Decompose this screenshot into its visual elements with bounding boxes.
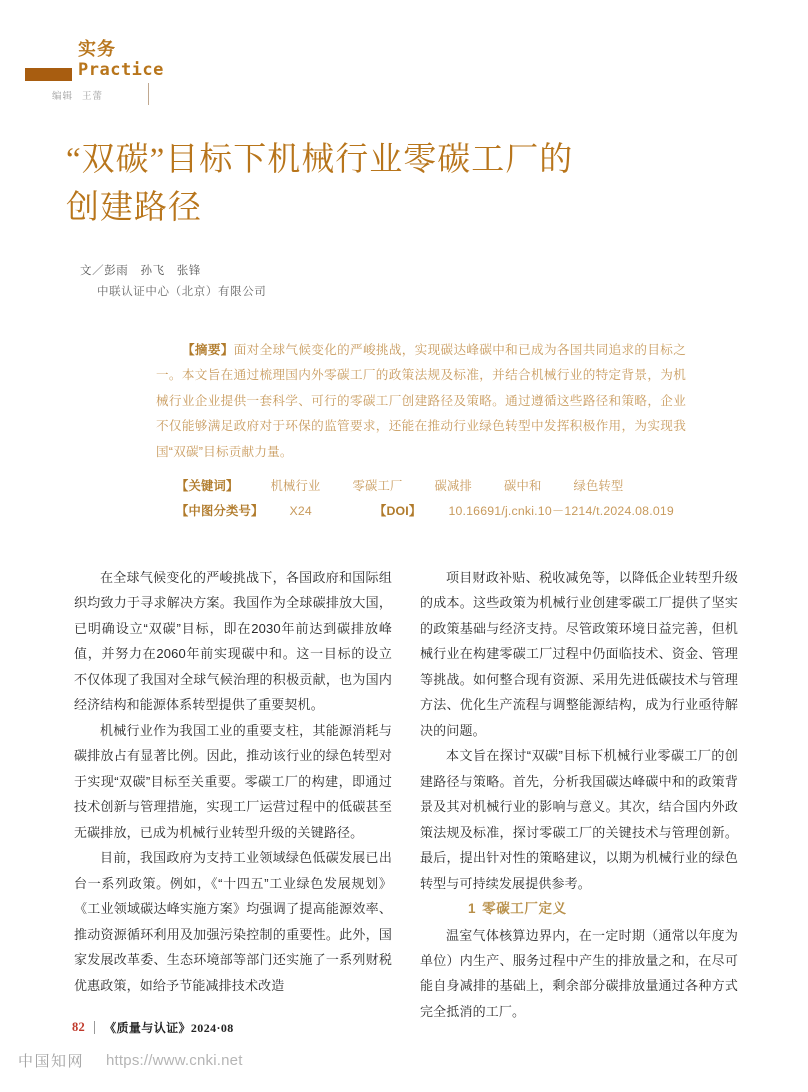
keyword-item: 碳减排	[434, 479, 472, 494]
section-heading	[420, 896, 738, 922]
abstract-body: 面对全球气候变化的严峻挑战，实现碳达峰碳中和已成为各国共同追求的目标之一。本文旨在通过梳理国内外零碳工厂的政策法规及标准，并结合机械行业的特定背景，为机械行业企业提供一套科学、可行的零碳工厂创建路径及策略。通过遵循这些路径和策略，企业不仅能够满足政府对于环保的监管要求，还能在推动行业绿色转型中发挥积极作用，为实现我国“双碳”目标贡献力量。	[156, 343, 687, 459]
keywords-line	[156, 474, 686, 499]
cnki-watermark	[18, 1050, 243, 1071]
author-names: 彭雨 孙飞 张锋	[104, 265, 202, 277]
classification-value: X24	[289, 503, 312, 518]
paragraph: 温室气体核算边界内，在一定时期（通常以年度为单位）内生产、服务过程中产生的排放量之和，在尽可能自身减排的基础上，剩余部分碳排放量通过各种方式完全抵消的工厂。	[420, 927, 738, 1019]
paragraph: 目前，我国政府为支持工业领域绿色低碳发展已出台一系列政策。例如，《“十四五”工业绿色发展规划》《工业领域碳达峰实施方案》均强调了提高能源效率、推动资源循环利用及加强污染控制的重要性。此外，国家发展改革委、生态环境部等部门还实施了一系列财税优惠政策，如给予节能减排技术改造	[74, 850, 392, 993]
section-name-cn: 实务	[78, 39, 116, 59]
editor-name: 王蕾	[82, 91, 104, 102]
keywords-label: 【关键词】	[176, 479, 239, 494]
byline-prefix: 文／	[80, 265, 105, 277]
affiliation: 中联认证中心（北京）有限公司	[97, 286, 267, 298]
abstract-label: 【摘要】	[182, 343, 234, 357]
paragraph: 项目财政补贴、税收减免等，以降低企业转型升级的成本。这些政策为机械行业创建零碳工厂提供了坚实的政策基础与经济支持。尽管政策环境日益完善，但机械行业在构建零碳工厂过程中仍面临技术、资金、管理等挑战。如何整合现有资源、采用先进低碳技术与管理方法、优化生产流程与调整能源结构，成为行业亟待解决的问题。	[420, 570, 738, 738]
doi-value: 10.16691/j.cnki.10－1214/t.2024.08.019	[448, 503, 674, 518]
paragraph: 在全球气候变化的严峻挑战下，各国政府和国际组织均致力于寻求解决方案。我国作为全球碳排放大国，已明确设立“双碳”目标，即在2030年前达到碳排放峰值，并努力在2060年前实现碳中和。这一目标的设立不仅体现了我国对全球气候治理的积极贡献，也为国内经济结构和能源体系转型提供了重要契机。	[74, 570, 392, 713]
editor-label: 编辑	[52, 91, 74, 102]
editor-credit	[52, 88, 103, 102]
article-title-line-2: 创建路径	[66, 189, 202, 226]
journal-citation: 《质量与认证》2024·08	[104, 1021, 234, 1035]
cnki-name: 中国知网	[18, 1053, 85, 1070]
keyword-item: 碳中和	[504, 479, 542, 494]
keyword-item: 机械行业	[270, 479, 321, 494]
footer-divider	[94, 1021, 95, 1034]
section-number: 1	[468, 901, 477, 917]
section-name-en: Practice	[78, 60, 164, 80]
abstract-block	[156, 338, 686, 523]
masthead-divider	[148, 83, 149, 105]
classification-label: 【中图分类号】	[176, 503, 264, 518]
article-title-line-1: “双碳”目标下机械行业零碳工厂的	[66, 142, 574, 178]
classification-line	[156, 499, 686, 524]
doi-label: 【DOI】	[373, 503, 422, 518]
page-number: 82	[72, 1020, 86, 1034]
body-column-right	[420, 565, 738, 1024]
keyword-item: 零碳工厂	[352, 479, 403, 494]
paragraph: 本文旨在探讨“双碳”目标下机械行业零碳工厂的创建路径与策略。首先，分析我国碳达峰碳中和的政策背景及其对机械行业的影响与意义。其次，结合国内外政策法规及标准，探讨零碳工厂的关键技术与管理创新。最后，提出针对性的策略建议，以期为机械行业的绿色转型与可持续发展提供参考。	[420, 748, 738, 891]
abstract-text	[156, 338, 686, 465]
keyword-item: 绿色转型	[573, 479, 624, 494]
body-column-left	[74, 565, 392, 998]
page-footer	[72, 1019, 234, 1036]
paragraph: 机械行业作为我国工业的重要支柱，其能源消耗与碳排放占有显著比例。因此，推动该行业的绿色转型对于实现“双碳”目标至关重要。零碳工厂的构建，即通过技术创新与管理措施，实现工厂运营过程中的低碳甚至无碳排放，已成为机械行业转型升级的关键路径。	[74, 722, 392, 840]
section-title: 零碳工厂定义	[482, 901, 567, 917]
cnki-url: https://www.cnki.net	[106, 1052, 243, 1069]
byline	[80, 262, 201, 278]
masthead-accent-bar	[25, 68, 72, 81]
article-title	[66, 137, 726, 233]
masthead	[0, 30, 808, 110]
